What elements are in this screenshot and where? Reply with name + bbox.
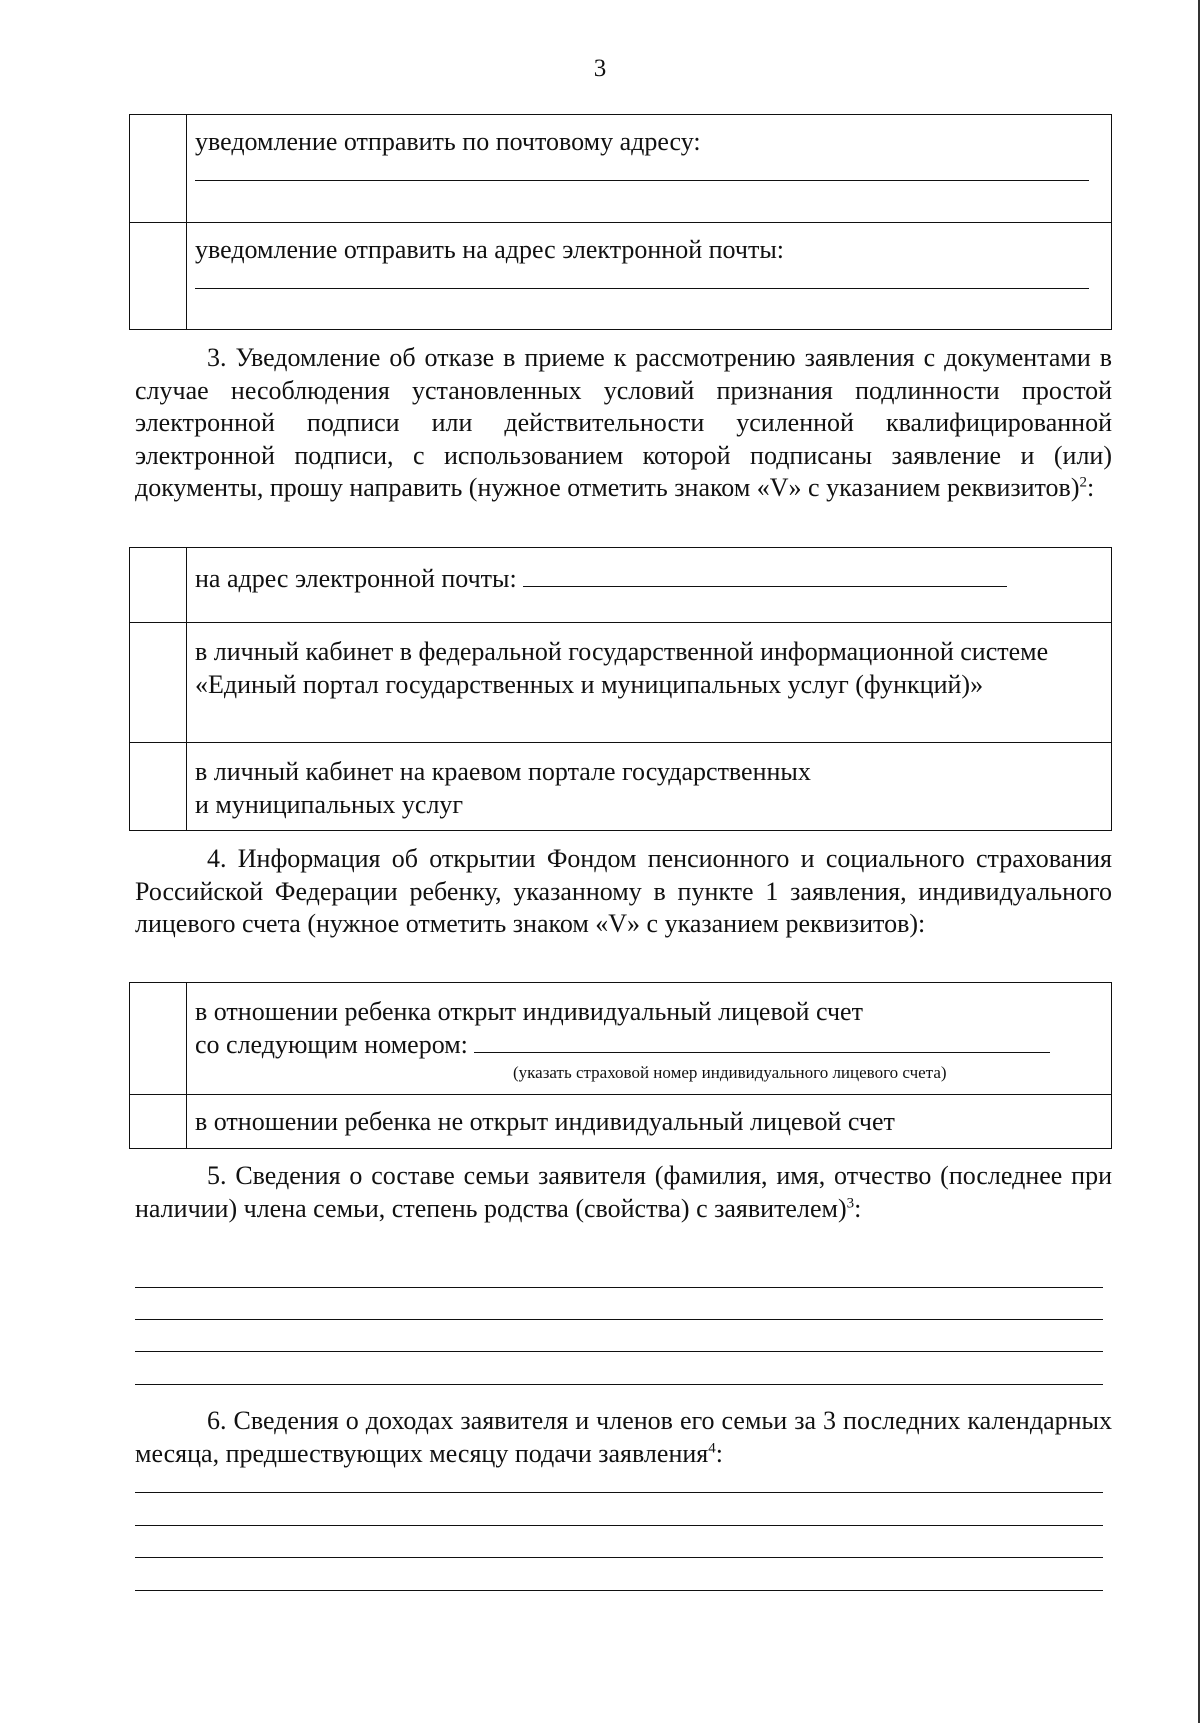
checkbox-cell-account-not-opened[interactable] xyxy=(130,1095,187,1149)
postal-notify-label: уведомление отправить по почтовому адресу: xyxy=(195,127,701,156)
footnote-ref: 3 xyxy=(846,1194,855,1211)
table-row xyxy=(130,223,1112,330)
checkbox-cell-gosuslugi[interactable] xyxy=(130,623,187,743)
refusal-email-line[interactable] xyxy=(523,562,1007,587)
income-line-4[interactable] xyxy=(135,1590,1103,1591)
postal-address-line[interactable] xyxy=(195,168,1089,181)
account-opened-line1: в отношении ребенка открыт индивидуальный лицевой счет xyxy=(195,997,863,1026)
notify-table xyxy=(129,114,1112,330)
checkbox-cell-account-opened[interactable] xyxy=(130,983,187,1095)
table-row xyxy=(130,115,1112,223)
regional-portal-line2: и муниципальных услуг xyxy=(195,790,464,819)
email-address-line[interactable] xyxy=(195,276,1089,289)
account-opened-line2: со следующим номером: xyxy=(195,1030,468,1059)
section-5-paragraph: 5. Сведения о составе семьи заявителя (фамилия, имя, отчество (последнее при наличии) члена семьи, степень родства (свойства) с заявителем)$^3$: xyxy=(135,1161,1112,1223)
section-3-paragraph: 3. Уведомление об отказе в приеме к рассмотрению заявления с документами в случае несоблюдения установленных условий признания подлинности простой электронной подписи или действительности усиленной квалифицированной электронной подписи, с использованием которой подписаны заявление и (или) документы, прошу направить (нужное отметить знаком «V» с указанием реквизитов)$^2$: xyxy=(135,343,1112,502)
table-row xyxy=(130,623,1112,743)
family-line-1[interactable] xyxy=(135,1287,1103,1288)
checkbox-cell-email[interactable] xyxy=(130,223,187,330)
regional-portal-line1: в личный кабинет на краевом портале государственных xyxy=(195,757,811,786)
family-line-2[interactable] xyxy=(135,1319,1103,1320)
checkbox-cell-regional-portal[interactable] xyxy=(130,743,187,831)
footnote-ref: 4 xyxy=(708,1439,716,1456)
table-row xyxy=(130,743,1112,831)
table-row xyxy=(130,1095,1112,1149)
gosuslugi-option-label: в личный кабинет в федеральной государственной информационной системе «Единый портал государственных и муниципальных услуг (функций)» xyxy=(187,623,1112,743)
footnote-ref: 2 xyxy=(1079,474,1087,491)
income-line-3[interactable] xyxy=(135,1557,1103,1558)
account-not-opened-label: в отношении ребенка не открыт индивидуальный лицевой счет xyxy=(187,1095,1112,1149)
page-number: 3 xyxy=(593,55,607,82)
snils-number-line[interactable] xyxy=(474,1028,1050,1053)
refusal-email-label: на адрес электронной почты: xyxy=(195,564,517,593)
snils-hint: (указать страховой номер индивидуального лицевого счета) xyxy=(513,1063,947,1082)
family-line-4[interactable] xyxy=(135,1384,1103,1385)
checkbox-cell-refusal-email[interactable] xyxy=(130,548,187,623)
income-line-1[interactable] xyxy=(135,1492,1103,1493)
section-4-paragraph: 4. Информация об открытии Фондом пенсионного и социального страхования Российской Федерации ребенку, указанному в пункте 1 заявления, индивидуального лицевого счета (нужное отметить знаком «V» с указанием реквизитов): xyxy=(135,844,1112,938)
checkbox-cell-postal[interactable] xyxy=(130,115,187,223)
email-notify-label: уведомление отправить на адрес электронной почты: xyxy=(195,235,785,264)
account-table xyxy=(129,982,1112,1149)
section-6-paragraph: 6. Сведения о доходах заявителя и членов его семьи за 3 последних календарных месяца, предшествующих месяцу подачи заявления$^4$: xyxy=(135,1406,1112,1468)
refusal-table xyxy=(129,547,1112,831)
family-line-3[interactable] xyxy=(135,1351,1103,1352)
income-line-2[interactable] xyxy=(135,1525,1103,1526)
table-row xyxy=(130,548,1112,623)
table-row xyxy=(130,983,1112,1095)
